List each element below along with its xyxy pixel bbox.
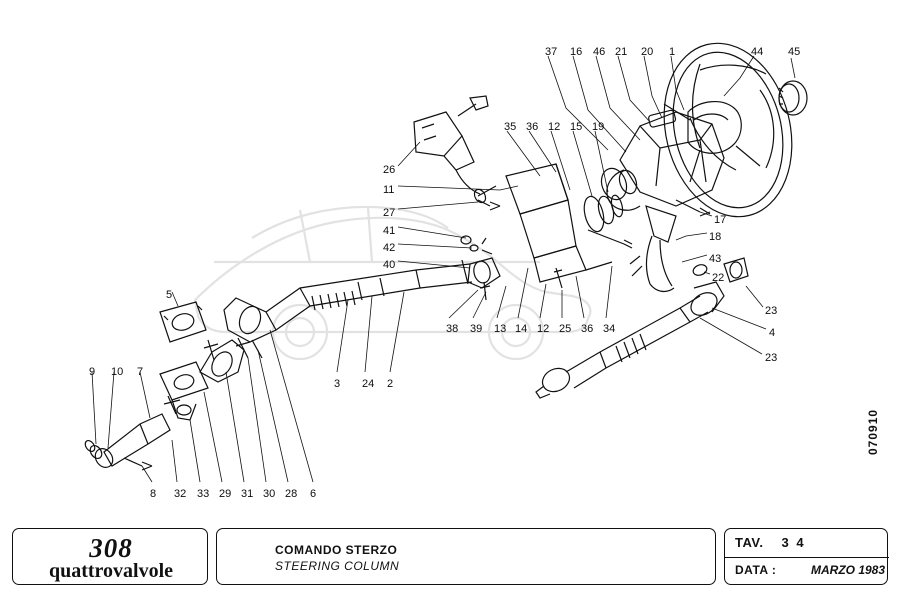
callout-number: 14 [515,323,528,335]
model-logo: 308 [89,533,133,563]
callout-number: 22 [712,272,725,284]
intermediate-shaft [200,258,500,382]
callout-number: 39 [470,323,483,335]
callout-number: 29 [219,488,232,500]
callout-number: 44 [751,46,764,58]
title-block-table-cell [724,528,888,585]
callout-number: 21 [615,46,628,58]
callout-number: 34 [603,323,616,335]
callout-number: 26 [383,164,396,176]
callout-number: 36 [526,121,539,133]
callout-number: 27 [383,207,396,219]
callout-number: 23 [765,352,778,364]
callout-number: 31 [241,488,254,500]
callout-number: 35 [504,121,517,133]
callout-number: 6 [310,488,317,500]
callout-number: 13 [494,323,507,335]
callout-number: 36 [581,323,594,335]
callout-number: 23 [765,305,778,317]
callout-number: 12 [548,121,561,133]
callout-number: 46 [593,46,606,58]
callout-number: 9 [89,366,96,378]
column-tube-assembly [506,164,710,288]
date-value: MARZO 1983 [811,563,886,577]
callout-number: 37 [545,46,558,58]
callout-number: 5 [166,289,173,301]
callout-number: 41 [383,225,396,237]
callout-number: 30 [263,488,276,500]
callout-number: 18 [709,231,722,243]
callout-number: 33 [197,488,210,500]
callout-number: 3 [334,378,341,390]
callout-number: 10 [111,366,124,378]
callout-number: 19 [592,121,605,133]
callout-number: 43 [709,253,722,265]
callout-number: 38 [446,323,459,335]
description-english: STEERING COLUMN [275,559,400,573]
callout-number: 32 [174,488,187,500]
description-italian: COMANDO STERZO [275,543,398,557]
callout-number: 2 [387,378,394,390]
steering-wheel-assembly [647,30,810,231]
title-block-logo-cell [12,528,208,585]
callout-number: 15 [570,121,583,133]
callout-number: 25 [559,323,572,335]
date-label: DATA : [735,563,777,577]
lower-shaft-assembly [83,338,262,471]
sheet-code: 070910 [866,408,880,455]
title-block [12,528,888,585]
column-bracket [160,302,206,342]
callout-number: 24 [362,378,375,390]
callout-number: 17 [714,214,727,226]
callout-number: 28 [285,488,298,500]
callout-number: 42 [383,242,396,254]
callout-number: 16 [570,46,583,58]
table-label-row [735,535,806,550]
title-block-description-cell [216,528,716,585]
callout-number: 45 [788,46,801,58]
callout-number: 20 [641,46,654,58]
callout-number: 7 [137,366,144,378]
callout-number: 12 [537,323,550,335]
callout-number: 40 [383,259,396,271]
variant-logo: quattrovalvole [48,560,174,582]
tav-label: TAV. [735,535,764,550]
callout-number: 1 [669,46,676,58]
callout-number: 11 [383,184,395,196]
callout-number: 4 [769,327,776,339]
tav-number: 3 4 [781,535,806,550]
title-block-divider [725,557,889,558]
callout-number: 8 [150,488,157,500]
upper-column-housing [597,110,727,292]
